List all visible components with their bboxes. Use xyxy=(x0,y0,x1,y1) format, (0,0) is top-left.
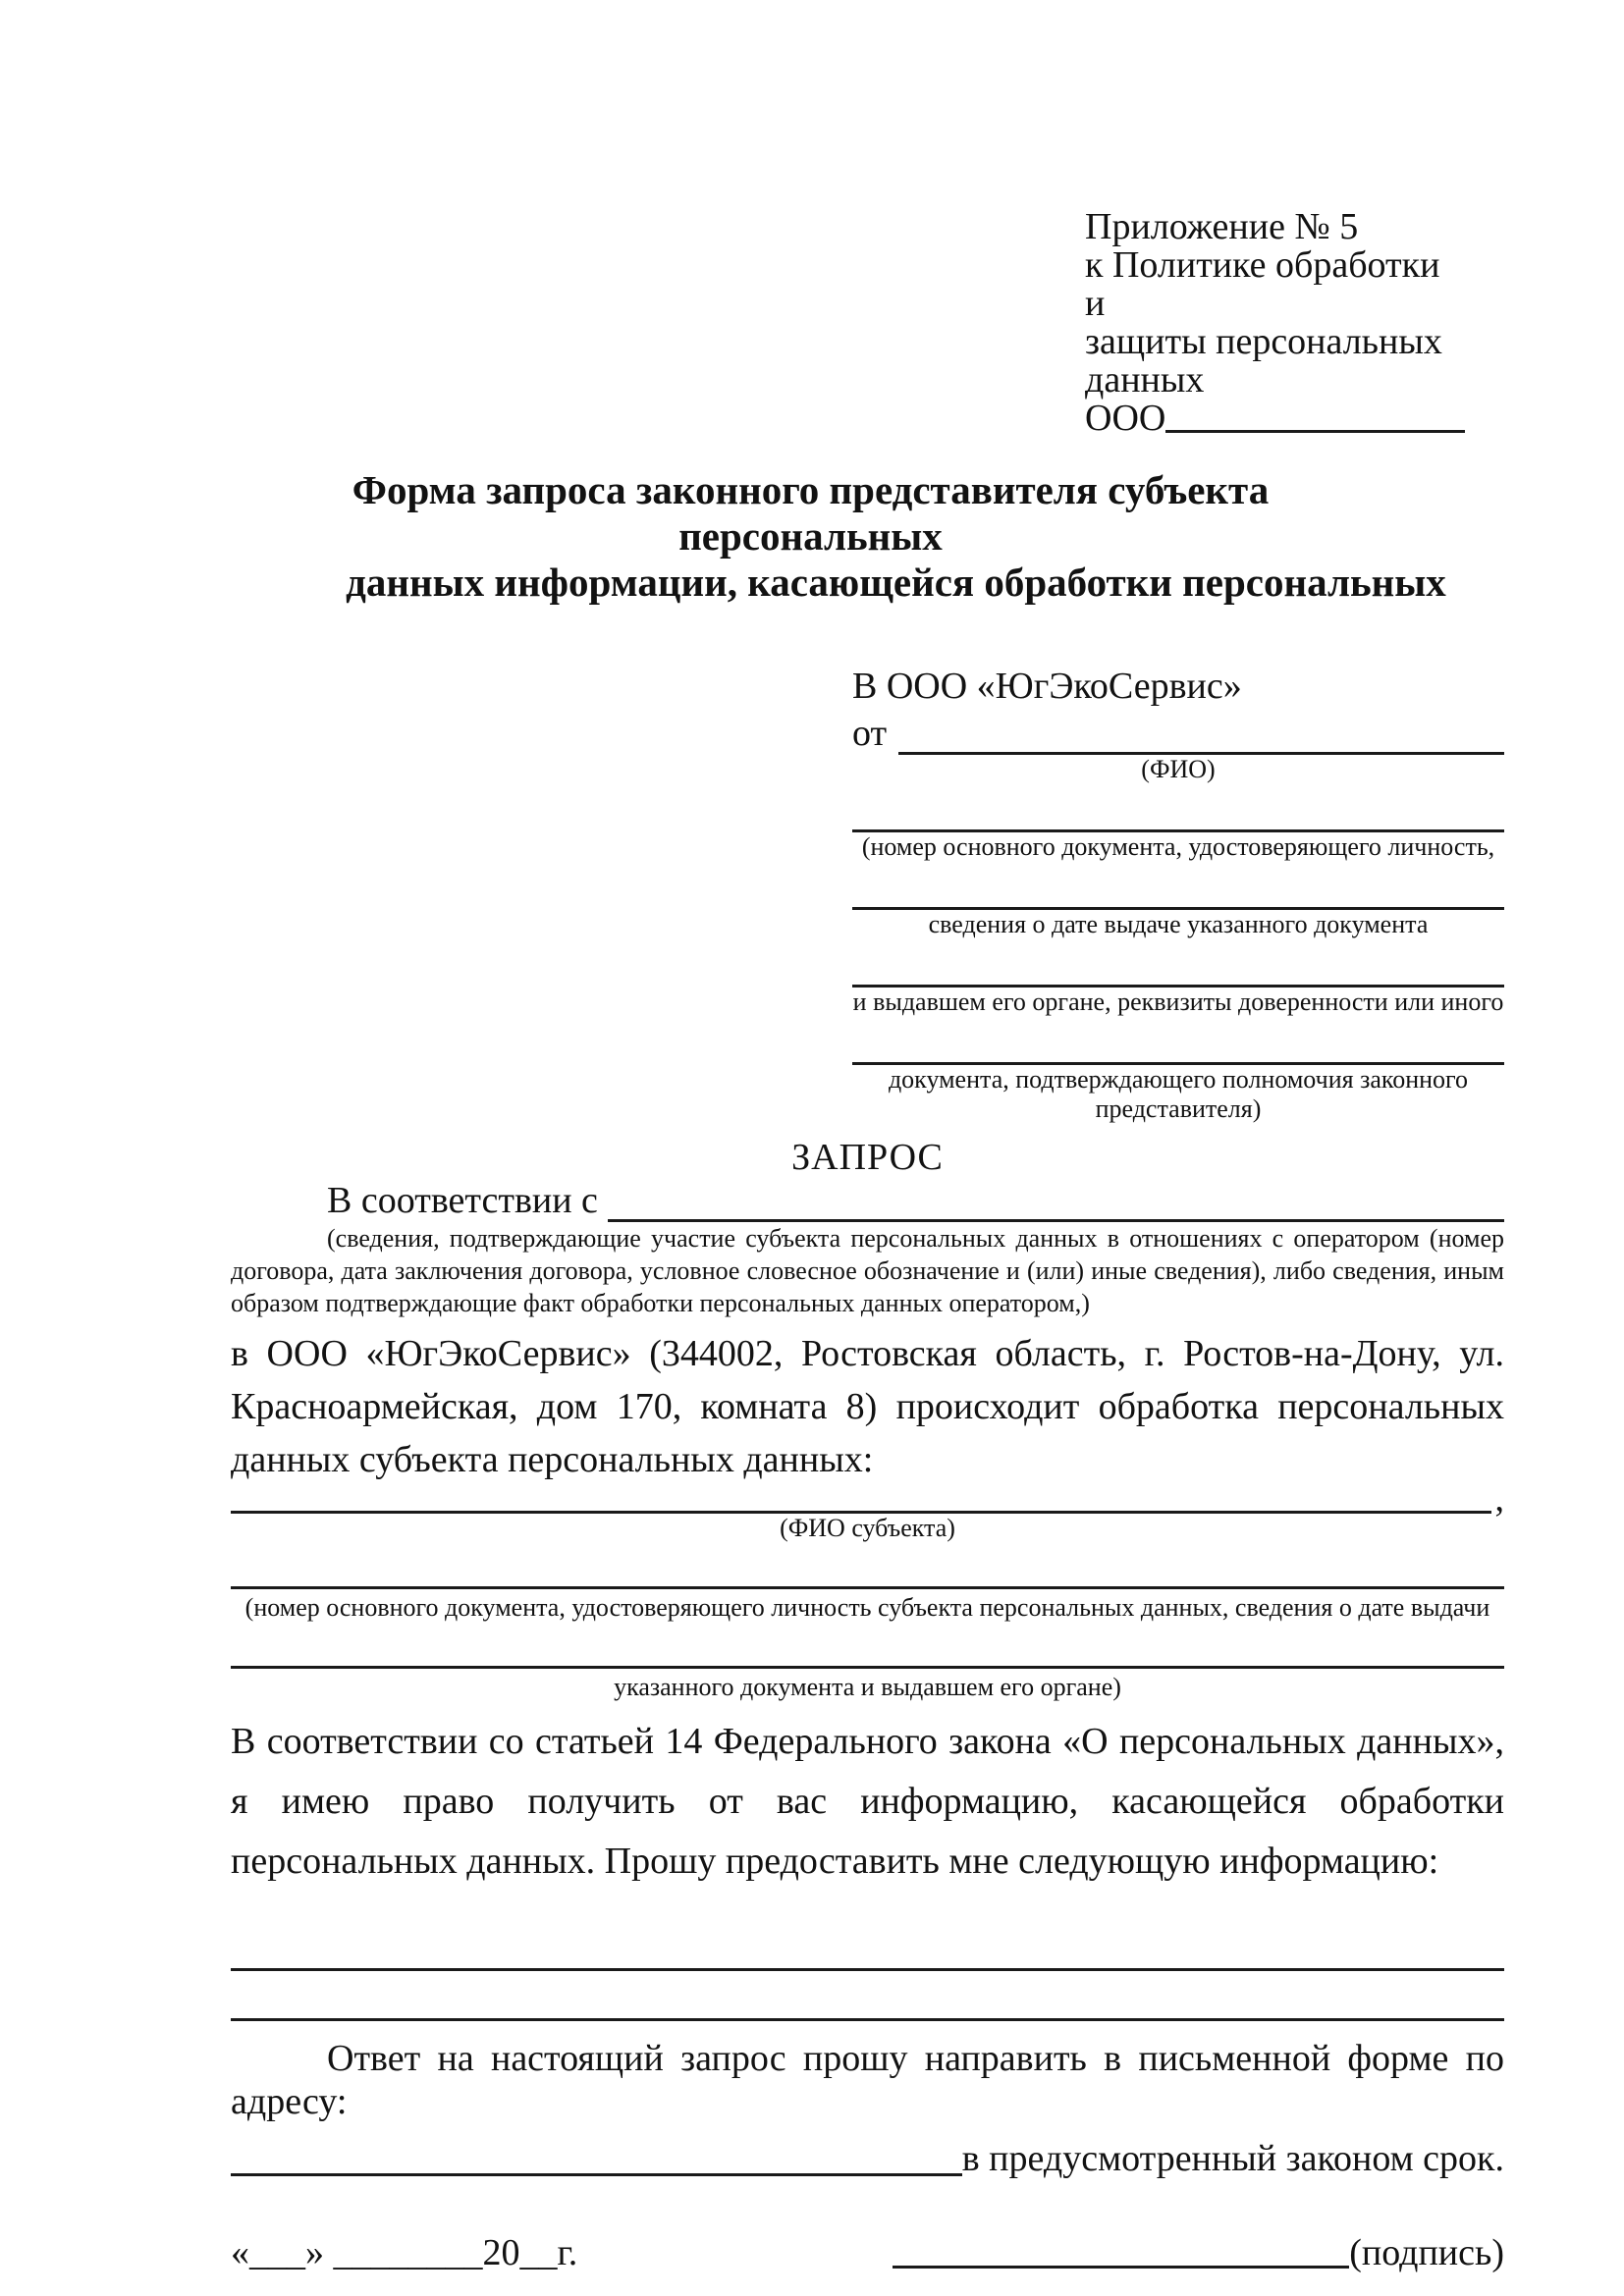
signature-blank-field[interactable] xyxy=(893,2266,1349,2269)
reply-address-blank-field[interactable] xyxy=(231,2173,962,2176)
operator-paragraph: в ООО «ЮгЭкоСервис» (344002, Ростовская область, г. Ростов-на-Дону, ул. Красноармейская, дом 170, комната 8) происходит обработка персональных данных субъекта персональных данных: xyxy=(231,1333,1504,1480)
fio-caption: (ФИО) xyxy=(1141,755,1216,783)
issuing-authority-blank-field[interactable] xyxy=(852,939,1504,988)
footer-row xyxy=(231,2231,1504,2274)
representative-doc-unit xyxy=(852,784,1504,862)
reply-address-row xyxy=(231,2137,1504,2180)
subject-fio-comma: , xyxy=(1494,1478,1504,1520)
company-name-blank-field[interactable] xyxy=(1165,430,1465,433)
intro-label: В соответствии с xyxy=(327,1180,598,1221)
intro-note: (сведения, подтверждающие участие субъекта персональных данных в отношениях с оператором (номер договора, дата заключения договора, условное словесное обозначение и (или) иные сведения), либо сведения, иным образом подтверждающие факт обработки персональных данных оператором,) xyxy=(231,1224,1504,1317)
subject-fio-caption: (ФИО субъекта) xyxy=(780,1514,955,1542)
subject-doc-blank-field-1[interactable] xyxy=(231,1563,1504,1589)
signature-part xyxy=(893,2231,1504,2274)
requested-info-blank-field-1[interactable] xyxy=(231,1921,1504,1971)
annex-line-3: защиты персональных данных xyxy=(1085,321,1442,400)
doc-issue-date-caption: сведения о дате выдаче указанного документа xyxy=(928,910,1429,938)
annex-company-row xyxy=(1085,400,1465,438)
requested-info-blank-field-2[interactable] xyxy=(231,1971,1504,2021)
from-label: от xyxy=(852,713,888,754)
rights-paragraph: В соответствии со статьей 14 Федерального закона «О персональных данных», я имею право получить от вас информацию, касающейся обработки персональных данных. Прошу предоставить мне следующую информацию: xyxy=(231,1721,1504,1882)
issuing-authority-caption: и выдавшем его органе, реквизиты доверенности или иного xyxy=(852,988,1504,1016)
issuing-authority-unit xyxy=(852,939,1504,1017)
annex-line-2: к Политике обработки и xyxy=(1085,244,1440,324)
addressee-from-row xyxy=(852,714,1504,755)
subject-doc-unit-1 xyxy=(231,1563,1504,1623)
subject-doc-caption-2: указанного документа и выдавшем его органе) xyxy=(614,1673,1121,1701)
request-heading: ЗАПРОС xyxy=(791,1137,944,1178)
subject-doc-caption-1: (номер основного документа, удостоверяющего личность субъекта персональных данных, сведения о дате выдачи xyxy=(244,1593,1490,1622)
authority-doc-unit xyxy=(852,1017,1504,1124)
document-title xyxy=(231,467,1504,606)
addressee-block xyxy=(852,667,1504,1124)
intro-row xyxy=(231,1180,1504,1222)
subject-doc-unit-2 xyxy=(231,1642,1504,1702)
authority-doc-blank-field[interactable] xyxy=(852,1017,1504,1065)
representative-doc-caption: (номер основного документа, удостоверяющего личность, xyxy=(861,832,1495,861)
annex-company-prefix: ООО xyxy=(1085,398,1166,439)
title-line-2: данных информации, касающейся обработки персональных xyxy=(346,560,1446,605)
doc-issue-date-unit xyxy=(852,862,1504,939)
addressee-to: В ООО «ЮгЭкоСервис» xyxy=(852,666,1242,707)
annex-header xyxy=(1085,208,1465,438)
signature-caption: (подпись) xyxy=(1349,2232,1504,2273)
annex-line-1: Приложение № 5 xyxy=(1085,206,1359,247)
date-blank-field[interactable]: «___» ________20__г. xyxy=(231,2232,578,2273)
subject-fio-row xyxy=(231,1478,1504,1520)
title-line-1: Форма запроса законного представителя субъекта персональных xyxy=(352,467,1270,559)
reply-suffix: в предусмотренный законом срок. xyxy=(961,2138,1504,2179)
doc-issue-date-blank-field[interactable] xyxy=(852,862,1504,910)
representative-doc-blank-field[interactable] xyxy=(852,784,1504,832)
authority-doc-caption: документа, подтверждающего полномочия законного представителя) xyxy=(888,1065,1469,1123)
subject-doc-blank-field-2[interactable] xyxy=(231,1642,1504,1669)
reply-paragraph: Ответ на настоящий запрос прошу направить в письменной форме по адресу: xyxy=(231,2038,1504,2122)
